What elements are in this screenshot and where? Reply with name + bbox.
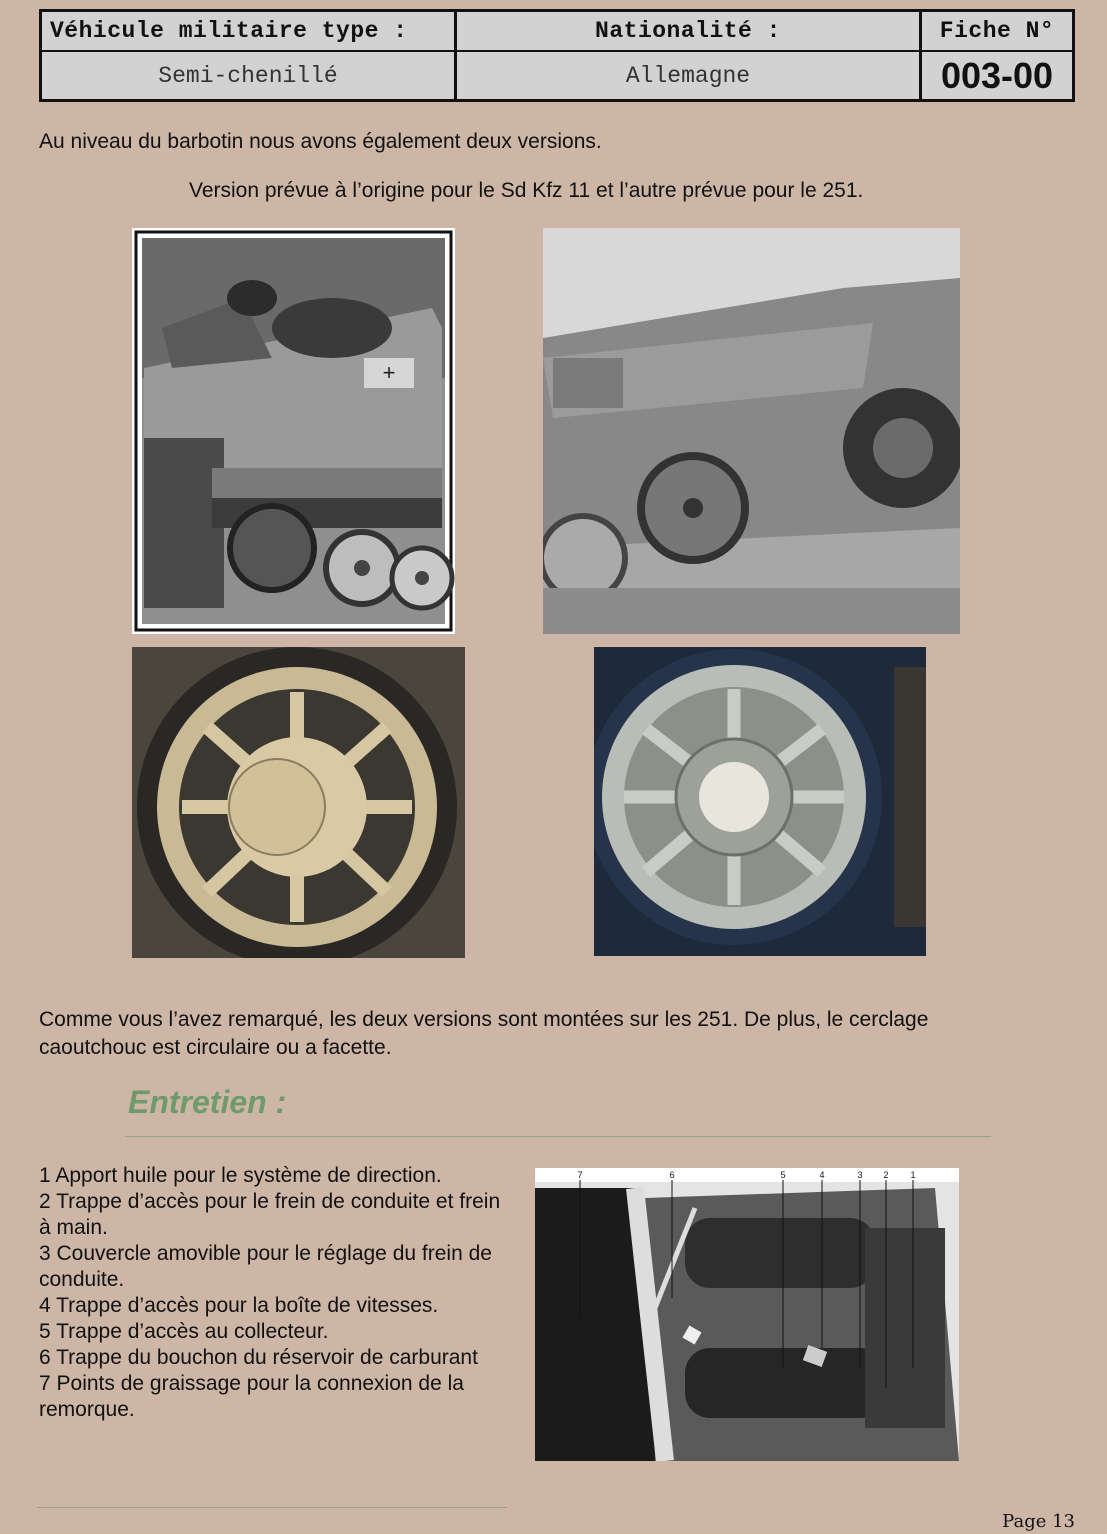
- sheet-number-value: 003-00: [940, 54, 1054, 96]
- list-item: 4 Trappe d’accès pour la boîte de vitesses.: [39, 1294, 439, 1317]
- nationality-label: Nationalité :: [457, 12, 922, 52]
- vehicle-type-label: Véhicule militaire type :: [42, 12, 457, 52]
- callout-2: 2: [883, 1170, 889, 1180]
- sheet-number-label: Fiche N°: [922, 12, 1072, 52]
- versions-text: Version prévue à l’origine pour le Sd Kfz 11 et l’autre prévue pour le 251.: [189, 179, 864, 202]
- section-title: Entretien :: [128, 1084, 287, 1120]
- vehicle-type-value: Semi-chenillé: [42, 52, 457, 99]
- header-table: [39, 9, 1075, 102]
- list-item: 2 Trappe d’accès pour le frein de conduite et frein à main.: [39, 1190, 501, 1239]
- remark-text: Comme vous l’avez remarqué, les deux versions sont montées sur les 251. De plus, le cerclage caoutchouc est circulaire ou a facette.: [39, 1008, 929, 1059]
- maintenance-diagram: [535, 1168, 959, 1461]
- list-item: 6 Trappe du bouchon du réservoir de carburant: [39, 1346, 478, 1369]
- list-item: 1 Apport huile pour le système de direction.: [39, 1164, 442, 1187]
- list-item: 5 Trappe d’accès au collecteur.: [39, 1320, 329, 1343]
- callout-1: 1: [910, 1170, 916, 1180]
- footer-divider: [37, 1507, 507, 1508]
- svg-text:+: +: [382, 360, 396, 385]
- list-item: 3 Couvercle amovible pour le réglage du frein de conduite.: [39, 1242, 492, 1291]
- nationality-value: Allemagne: [457, 52, 922, 99]
- maintenance-list: [39, 1163, 509, 1423]
- callout-7: 7: [577, 1170, 583, 1180]
- section-divider: [125, 1136, 991, 1137]
- photo-sprocket-tan: [132, 647, 465, 958]
- photo-halftrack-crew: [132, 228, 455, 634]
- intro-text: Au niveau du barbotin nous avons également deux versions.: [39, 130, 602, 153]
- callout-3: 3: [857, 1170, 863, 1180]
- photo-halftrack-side: [543, 228, 960, 634]
- list-item: 7 Points de graissage pour la connexion de la remorque.: [39, 1372, 464, 1421]
- page-number: Page 13: [1002, 1511, 1075, 1532]
- photo-sprocket-grey: [594, 647, 926, 956]
- callout-6: 6: [669, 1170, 675, 1180]
- callout-5: 5: [780, 1170, 786, 1180]
- callout-4: 4: [819, 1170, 825, 1180]
